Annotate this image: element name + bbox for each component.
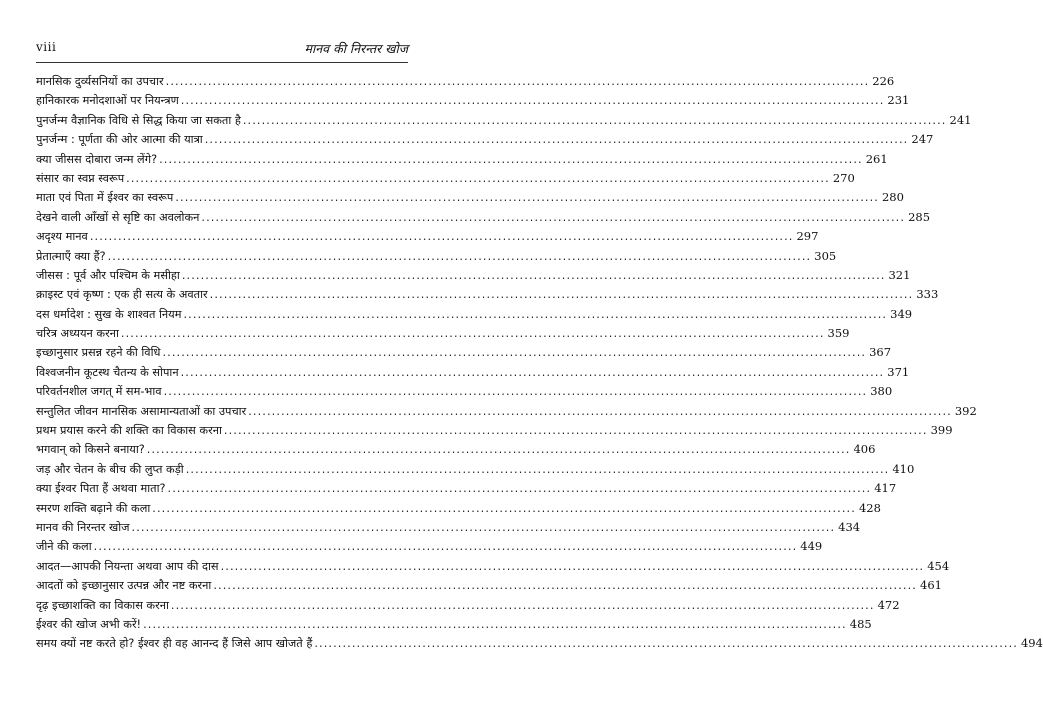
page-header (36, 40, 408, 60)
toc-entry-page-number: 494 (1020, 636, 1043, 651)
toc-dot-leader (124, 169, 833, 188)
toc-entry-page-number: 305 (814, 248, 837, 263)
toc-entry-title: प्रथम प्रयास करने की शक्ति का विकास करना (36, 424, 222, 438)
toc-entry[interactable] (36, 479, 897, 498)
toc-dot-leader (157, 150, 866, 169)
toc-entry-page-number: 349 (890, 306, 913, 321)
toc-dot-leader (241, 111, 950, 130)
toc-entry-page-number: 449 (800, 539, 823, 554)
toc-entry-title: संसार का स्वप्न स्वरूप (36, 171, 125, 185)
toc-entry-page-number: 359 (827, 326, 850, 341)
toc-entry-page-number: 226 (872, 73, 895, 88)
toc-entry-title: आदतों को इच्छानुसार उत्पन्न और नष्ट करना (36, 579, 212, 593)
toc-entry-title: पुनर्जन्म वैज्ञानिक विधि से सिद्ध किया जा सकता है (36, 113, 241, 127)
toc-entry-title: जीने की कला (36, 540, 92, 554)
toc-entry-page-number: 417 (874, 481, 897, 496)
toc-entry-title: प्रेतात्माएँ क्या हैं? (36, 249, 106, 263)
toc-dot-leader (211, 576, 920, 595)
toc-entry-page-number: 241 (949, 112, 972, 127)
toc-entry[interactable] (36, 363, 910, 382)
toc-entry[interactable] (36, 169, 855, 188)
toc-entry-page-number: 285 (908, 209, 931, 224)
toc-dot-leader (179, 91, 888, 110)
toc-entry[interactable] (36, 130, 934, 149)
toc-dot-leader (150, 499, 859, 518)
toc-entry-page-number: 399 (930, 423, 953, 438)
toc-entry-title: भगवान् को किसने बनाया? (36, 443, 145, 457)
toc-dot-leader (179, 363, 888, 382)
toc-dot-leader (219, 557, 928, 576)
toc-entry-title: आदत—आपकी नियन्ता अथवा आप की दास (36, 559, 219, 573)
toc-entry-title: सन्तुलित जीवन मानसिक असामान्यताओं का उपचार (36, 404, 247, 418)
toc-entry[interactable] (36, 421, 953, 440)
toc-entry[interactable] (36, 305, 913, 324)
toc-entry-page-number: 392 (954, 403, 977, 418)
toc-dot-leader (203, 130, 912, 149)
toc-dot-leader (180, 266, 889, 285)
toc-entry-page-number: 261 (865, 151, 888, 166)
toc-entry[interactable] (36, 111, 972, 130)
toc-entry[interactable] (36, 460, 915, 479)
toc-entry-page-number: 247 (911, 132, 934, 147)
toc-entry-title: हानिकारक मनोदशाओं पर नियन्त्रण (36, 94, 179, 108)
toc-entry-page-number: 472 (877, 597, 900, 612)
running-title: मानव की निरन्तर खोज (304, 41, 408, 56)
toc-entry-page-number: 485 (849, 616, 872, 631)
toc-entry[interactable] (36, 343, 892, 362)
toc-entry-page-number: 380 (870, 384, 893, 399)
toc-entry-page-number: 406 (853, 442, 876, 457)
toc-entry-page-number: 434 (838, 519, 861, 534)
toc-dot-leader (181, 305, 890, 324)
toc-entry[interactable] (36, 227, 819, 246)
toc-dot-leader (92, 537, 801, 556)
toc-entry-title: पुनर्जन्म : पूर्णता की ओर आत्मा की यात्रा (36, 133, 203, 147)
toc-dot-leader (162, 382, 871, 401)
toc-entry-page-number: 280 (881, 190, 904, 205)
toc-entry[interactable] (36, 72, 895, 91)
toc-entry[interactable] (36, 382, 893, 401)
toc-entry[interactable] (36, 518, 861, 537)
toc-dot-leader (184, 460, 893, 479)
toc-entry-title: परिवर्तनशील जगत् में सम-भाव (36, 385, 162, 399)
toc-entry[interactable] (36, 188, 904, 207)
toc-dot-leader (199, 208, 908, 227)
toc-entry-title: जीसस : पूर्व और पश्चिम के मसीहा (36, 268, 180, 282)
toc-entry-title: मानसिक दुर्व्यसनियों का उपचार (36, 74, 164, 88)
toc-entry-title: माता एवं पिता में ईश्वर का स्वरूप (36, 191, 174, 205)
toc-entry-page-number: 333 (916, 287, 939, 302)
toc-entry[interactable] (36, 247, 837, 266)
toc-entry-title: दस धर्मादेश : सुख के शाश्वत नियम (36, 307, 182, 321)
toc-entry[interactable] (36, 208, 931, 227)
toc-dot-leader (145, 440, 854, 459)
toc-dot-leader (88, 227, 797, 246)
toc-entry-title: क्या जीसस दोबारा जन्म लेंगे? (36, 152, 158, 166)
toc-entry-title: समय क्यों नष्ट करते हो? ईश्वर ही वह आनन्द हैं जिसे आप खोजते हैं (36, 637, 313, 651)
toc-entry[interactable] (36, 285, 939, 304)
toc-entry-page-number: 270 (832, 170, 855, 185)
toc-entry-page-number: 410 (892, 461, 915, 476)
toc-dot-leader (106, 247, 815, 266)
toc-entry-page-number: 321 (888, 267, 911, 282)
table-of-contents (36, 72, 1043, 654)
toc-dot-leader (222, 421, 931, 440)
toc-entry[interactable] (36, 150, 888, 169)
toc-dot-leader (246, 402, 955, 421)
toc-entry[interactable] (36, 402, 977, 421)
toc-entry-page-number: 231 (887, 93, 910, 108)
toc-dot-leader (312, 634, 1021, 653)
toc-entry-title: चरित्र अध्ययन करना (36, 327, 119, 341)
toc-entry-page-number: 371 (887, 364, 910, 379)
toc-entry-page-number: 461 (920, 578, 942, 593)
toc-dot-leader (173, 188, 882, 207)
toc-entry[interactable] (36, 596, 900, 615)
toc-dot-leader (169, 596, 878, 615)
toc-entry-title: अदृश्य मानव (36, 230, 88, 244)
toc-entry-title: देखने वाली आँखों से सृष्टि का अवलोकन (36, 210, 200, 224)
toc-entry[interactable] (36, 557, 950, 576)
toc-dot-leader (141, 615, 850, 634)
toc-entry[interactable] (36, 576, 942, 595)
toc-entry[interactable] (36, 634, 1043, 653)
toc-dot-leader (160, 343, 869, 362)
toc-entry[interactable] (36, 266, 911, 285)
toc-entry[interactable] (36, 324, 850, 343)
toc-entry-page-number: 454 (927, 558, 950, 573)
toc-entry[interactable] (36, 499, 881, 518)
toc-dot-leader (208, 285, 917, 304)
toc-entry[interactable] (36, 440, 876, 459)
toc-entry-title: स्मरण शक्ति बढ़ाने की कला (36, 501, 151, 515)
toc-entry-title: क्या ईश्वर पिता हैं अथवा माता? (36, 482, 166, 496)
toc-entry-title: जड़ और चेतन के बीच की लुप्त कड़ी (36, 462, 184, 476)
toc-dot-leader (119, 324, 828, 343)
toc-entry-title: इच्छानुसार प्रसन्न रहने की विधि (36, 346, 161, 360)
toc-entry-title: मानव की निरन्तर खोज (36, 520, 130, 534)
toc-entry[interactable] (36, 615, 872, 634)
toc-entry-title: विश्वजनीन कूटस्थ चैतन्य के सोपान (36, 365, 179, 379)
toc-entry-page-number: 428 (858, 500, 881, 515)
toc-entry-page-number: 297 (796, 229, 819, 244)
toc-entry-title: क्राइस्ट एवं कृष्ण : एक ही सत्य के अवतार (36, 288, 208, 302)
toc-dot-leader (164, 72, 873, 91)
toc-entry-page-number: 367 (869, 345, 892, 360)
page-number: viii (36, 40, 57, 54)
toc-entry[interactable] (36, 91, 910, 110)
toc-dot-leader (130, 518, 839, 537)
header-divider (36, 62, 408, 63)
toc-dot-leader (166, 479, 875, 498)
toc-entry-title: दृढ़ इच्छाशक्ति का विकास करना (36, 598, 169, 612)
toc-entry-title: ईश्वर की खोज अभी करें! (36, 617, 142, 631)
toc-entry[interactable] (36, 537, 823, 556)
